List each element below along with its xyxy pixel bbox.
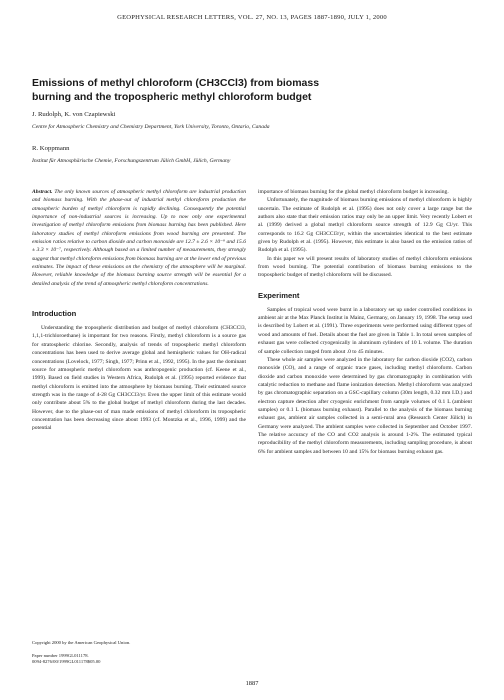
introduction-paragraph: Understanding the tropospheric distribution and budget of methyl chloroform (CH3CCl3, 1,1,1-trichloroethane) is important for two reasons. Firstly, methyl chloroform is a source gas for stratospheric chlorine. Secondly, analysis of trends of tropospheric methyl chloroform concentrations has been used to derive average global and hemispheric values for OH-radical concentrations (Lovelock, 1977; Singh, 1977; Prinn et al., 1992, 1995). In the past the dominant source for atmospheric methyl chloroform was anthropogenic production (cf. Keene et al., 1999). Based on field studies in Western Africa, Rudolph et al. (1995) reported evidence that methyl chloroform is emitted into the atmosphere by biomass burning. Their estimated source strength was in the range of 4-28 Gg CH3CCl3/yr. Even the upper limit of this estimate would only contribute about 5% to the global budget of methyl chloroform during the last decades. However, due to the phase-out of man made emissions of methyl chloroform its tropospheric concentration has been decreasing since about 1993 (cf. Montzka et al., 1996, 1999) and the potential — [32, 325, 246, 432]
introduction-paragraph-2: Unfortunately, the magnitude of biomass burning emissions of methyl chloroform is highly uncertain. The estimate of Rudolph et al. (1995) does not only cover a large range but the authors also state that their emission ratios may only be an upper limit. Very recently Lobert et al. (1999) derived a global methyl chloroform source strength of 12.9 Gg Cl/yr. This corresponds to 16.2 Gg CH3CCl3/yr, within the uncertainties identical to the best estimate given by Rudolph et al. (1995). However, this estimate is also based on the emission ratios of Rudolph et al. (1995). — [258, 197, 472, 254]
author-affiliation-1: Centre for Atmospheric Chemistry and Chemistry Department, York University, Toronto, Ontario, Canada — [32, 124, 270, 130]
issn: 0094-8276/00/1999GL011178$05.00 — [32, 659, 101, 664]
introduction-heading: Introduction — [32, 309, 77, 319]
abstract-label: Abstract. — [32, 189, 53, 195]
paper-title — [32, 76, 472, 104]
title-line-1: Emissions of methyl chloroform (CH3CCl3) from biomass — [32, 77, 320, 89]
experiment-paragraph-2: These whole air samples were analyzed in the laboratory for carbon dioxide (CO2), carbon monoxide (CO), and a range of organic trace gases, including methyl chloroform. Carbon dioxide and carbon monoxide were determined by gas chromatography in combination with catalytic reduction to methane and flame ionization detection. Methyl chloroform was analyzed by gas chromatographic separation on a GSC-capillary column (30m length, 0.32 mm I.D.) and electron capture detection after cryogenic enrichment from sample volumes of 0.1 L (ambient samples) or 0.1 L (biomass burning exhaust). Parallel to the analysis of the biomass burning exhaust gas, ambient air samples collected in a semi-rural area (Research Center Jülich) in Germany were analyzed. The ambient samples were collected in September and October 1997. The relative accuracy of the CO and CO2 analysis is around 1-2%. The estimated typical reproducibility of the methyl chloroform measurements, including sampling procedure, is about 6% for ambient samples and between 10 and 15% for biomass burning exhaust gas. — [258, 356, 472, 455]
author-affiliation-2: Institut für Atmosphärische Chemie, Forschungszentrum Jülich GmbH, Jülich, Germany — [32, 158, 231, 164]
abstract-text: The only known sources of atmospheric methyl chloroform are industrial production and biomass burning. With the phase-out of industrial methyl chloroform production the atmospheric burden of methyl chloroform is rapidly declining. Consequently the potential importance of non-industrial sources is increasing. Up to now only one experimental investigation of methyl chloroform emissions from biomass burning has been published. Here laboratory studies of methyl chloroform emissions from wood burning are presented. The emission ratios relative to carbon dioxide and carbon monoxide are 12.7 ± 2.6 × 10⁻⁹ and 15.6 ± 3.3 × 10⁻⁷, respectively. Although based on a limited number of measurements, they strongly suggest that methyl chloroform emissions from biomass burning are at the lower end of previous estimates. The impact of these emissions on the chemistry of the atmosphere will be marginal. However, reliable knowledge of the biomass burning source strength will be essential for a detailed analysis of the trend of atmospheric methyl chloroform concentrations. — [32, 189, 246, 287]
introduction-continuation: importance of biomass burning for the global methyl chloroform budget is increasing. — [258, 189, 449, 195]
paper-number: Paper number 1999GL011178. — [32, 652, 89, 658]
introduction-paragraph-3: In this paper we will present results of laboratory studies of methyl chloroform emissions from wood burning. The potential contribution of biomass burning emissions to the tropospheric budget of methyl chloroform will be discussed. — [258, 255, 472, 279]
experiment-paragraph-1: Samples of tropical wood were burnt in a laboratory set up under controlled conditions in ambient air at the Max Planck Institut in Mainz, Germany, on January 19, 1998. The setup used is described by Lobert et al. (1991). Three experiments were performed using different types of wood and amounts of fuel. Details about the fuel are given in Table 1. In total seven samples of exhaust gas were collected cryogenically in aluminum cylinders of 10 L volume. The duration of sample collection ranged from about .0 to 45 minutes. — [258, 306, 472, 355]
experiment-heading: Experiment — [258, 290, 300, 300]
journal-header: GEOPHYSICAL RESEARCH LETTERS, VOL. 27, NO. 13, PAGES 1887-1890, JULY 1, 2000 — [117, 14, 387, 21]
left-column — [32, 188, 246, 433]
copyright-notice: Copyright 2000 by the American Geophysical Union. — [32, 640, 131, 645]
page-number: 1887 — [245, 680, 259, 687]
right-column — [258, 188, 472, 456]
abstract — [32, 188, 246, 288]
copyright-block — [32, 640, 246, 666]
author-names-1: J. Rudolph, K. von Czapiewski — [32, 111, 116, 118]
author-names-2: R. Koppmann — [32, 145, 70, 152]
title-line-2: burning and the tropospheric methyl chloroform budget — [32, 91, 312, 103]
